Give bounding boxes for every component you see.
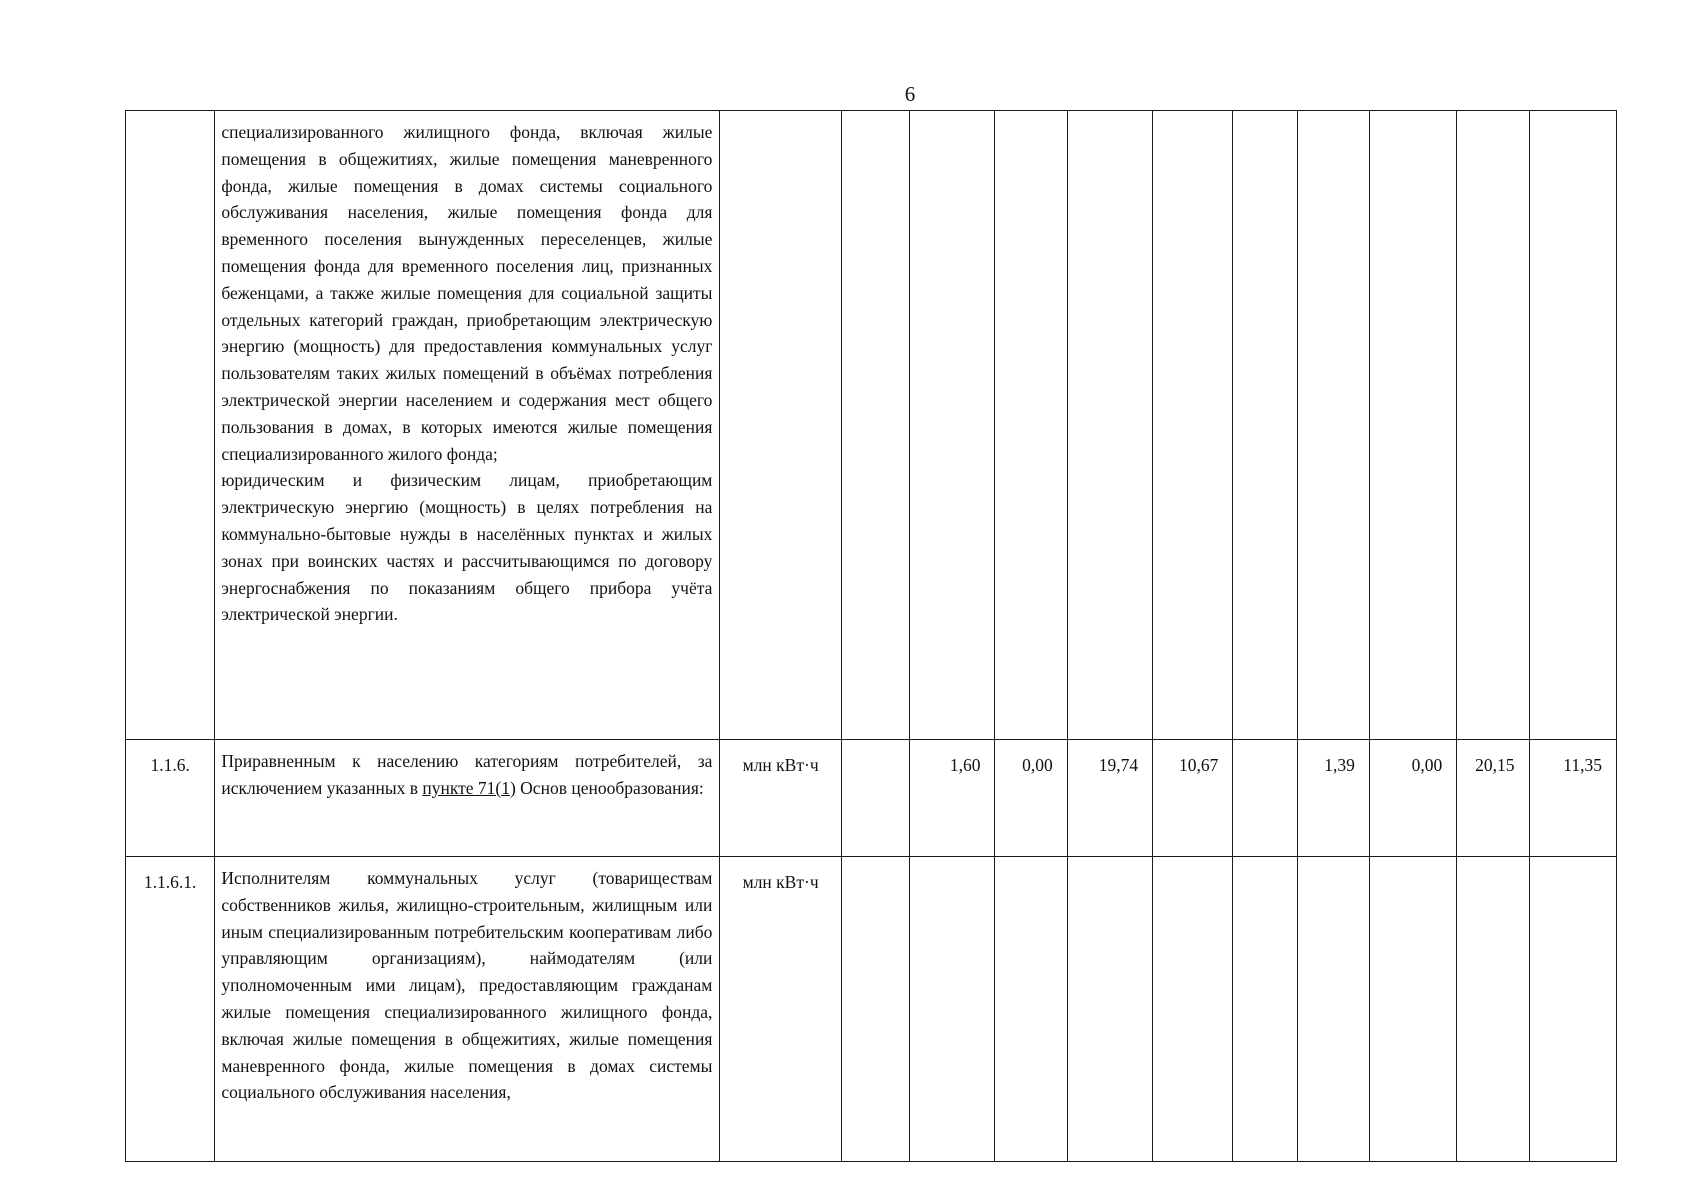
tariff-table: [125, 110, 1617, 1162]
row-number: 1.1.6.: [126, 740, 215, 857]
value-cell: 0,00: [1369, 740, 1456, 857]
value-cell: 19,74: [1067, 740, 1152, 857]
row-description: [215, 740, 720, 857]
value-cell: [1233, 740, 1297, 857]
text-after-link: Основ ценообразования:: [515, 777, 704, 798]
row-number: [126, 111, 215, 740]
value-cell: [1067, 111, 1152, 740]
text-before-link: Приравненным к населению категориям потребителей, за исключением указанных в: [221, 751, 713, 798]
row-description: [215, 111, 720, 740]
unit-cell: [720, 111, 841, 740]
value-cell: [841, 857, 909, 1162]
value-cell: [995, 111, 1067, 740]
value-cell: [841, 111, 909, 740]
table-row: [126, 740, 1617, 857]
value-cell: 10,67: [1153, 740, 1233, 857]
value-cell: [1457, 857, 1529, 1162]
value-cell: [1369, 857, 1456, 1162]
page-number: 6: [904, 82, 916, 106]
table-row: [126, 857, 1617, 1162]
unit-cell: млн кВт·ч: [720, 740, 841, 857]
legal-reference-link[interactable]: пункте 71(1): [422, 777, 516, 798]
value-cell: [1233, 111, 1297, 740]
value-cell: [841, 740, 909, 857]
row-number: 1.1.6.1.: [126, 857, 215, 1162]
description-paragraph: [221, 748, 712, 802]
value-cell: [1297, 857, 1369, 1162]
value-cell: 0,00: [995, 740, 1067, 857]
value-cell: [1297, 111, 1369, 740]
description-paragraph: Исполнителям коммунальных услуг (товариществам собственников жилья, жилищно-строительным, жилищным или иным специализированным потребительским кооперативам либо управляющим организациям), наймодателям (или уполномоченным ими лицам), предоставляющим гражданам жилые помещения специализированного жилищного фонда, включая жилые помещения в общежитиях, жилые помещения маневренного фонда, жилые помещения в домах системы социального обслуживания населения,: [221, 868, 713, 1103]
unit-cell: млн кВт·ч: [720, 857, 841, 1162]
value-cell: [1529, 857, 1616, 1162]
value-cell: [1153, 857, 1233, 1162]
description-paragraph: специализированного жилищного фонда, включая жилые помещения в общежитиях, жилые помещения маневренного фонда, жилые помещения в домах системы социального обслуживания населения, жилые помещения фонда для временного поселения вынужденных переселенцев, жилые помещения фонда для временного поселения лиц, признанных беженцами, а также жилые помещения для социальной защиты отдельных категорий граждан, приобретающим электрическую энергию (мощность) для предоставления коммунальных услуг пользователям таких жилых помещений в объёмах потребления электрической энергии населением и содержания мест общего пользования в домах, в которых имеются жилые помещения специализированного жилого фонда;: [221, 122, 713, 464]
value-cell: [910, 857, 995, 1162]
value-cell: [1067, 857, 1152, 1162]
value-cell: [1153, 111, 1233, 740]
value-cell: [910, 111, 995, 740]
value-cell: 20,15: [1457, 740, 1529, 857]
value-cell: [995, 857, 1067, 1162]
row-description: [215, 857, 720, 1162]
description-paragraph: юридическим и физическим лицам, приобретающим электрическую энергию (мощность) в целях потребления на коммунально-бытовые нужды в населённых пунктах и жилых зонах при воинских частях и рассчитывающимся по договору энергоснабжения по показаниям общего прибора учёта электрической энергии.: [221, 470, 713, 625]
value-cell: 11,35: [1529, 740, 1616, 857]
value-cell: 1,39: [1297, 740, 1369, 857]
value-cell: [1457, 111, 1529, 740]
value-cell: [1369, 111, 1456, 740]
value-cell: 1,60: [910, 740, 995, 857]
value-cell: [1529, 111, 1616, 740]
value-cell: [1233, 857, 1297, 1162]
table-row: [126, 111, 1617, 740]
